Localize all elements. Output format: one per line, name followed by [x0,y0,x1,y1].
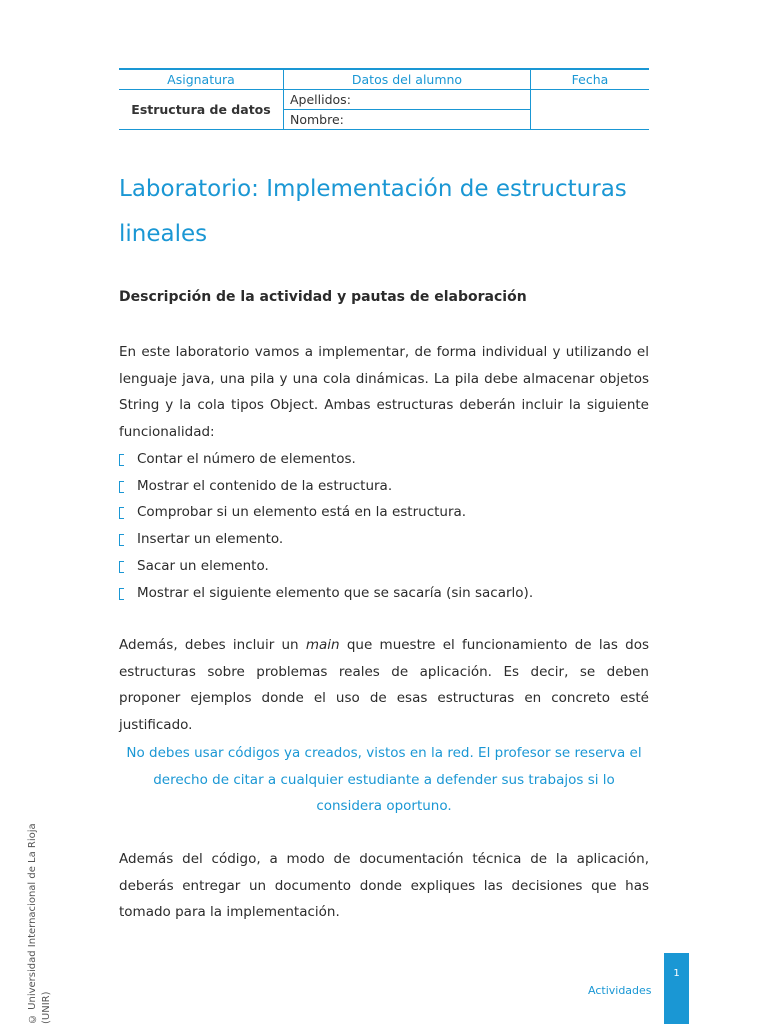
bracket-bullet-icon [119,561,124,573]
copyright-notice: © Universidad Internacional de La Rioja (UNIR) [27,823,52,1024]
header-col-student: Datos del alumno [284,69,531,90]
list-item-text: Contar el número de elementos. [137,451,356,467]
main-paragraph-after: que muestre el funcionamiento de las dos estructuras sobre problemas reales de aplicación. Es decir, se deben proponer ejemplos donde el uso de esas estructuras en concreto esté justificado. [119,637,649,734]
list-item [119,446,649,473]
header-col-subject: Asignatura [119,69,284,90]
plagiarism-note: No debes usar códigos ya creados, vistos en la red. El profesor se reserva el derecho de citar a cualquier estudiante a defender sus trabajos si lo considera oportuno. [126,745,642,815]
list-item [119,526,649,553]
subject-value: Estructura de datos [119,90,284,130]
header-table [119,68,649,130]
header-col-date: Fecha [531,69,650,90]
intro-paragraph: En este laboratorio vamos a implementar, de forma individual y utilizando el lenguaje java, una pila y una cola dinámicas. La pila debe almacenar objetos String y la cola tipos Object. Ambas estructuras deberán incluir la siguiente funcionalidad: [119,344,649,441]
list-item-text: Mostrar el siguiente elemento que se sacaría (sin sacarlo). [137,584,534,601]
main-keyword: main [305,637,340,653]
list-item-text: Comprobar si un elemento está en la estructura. [137,504,467,521]
name-field: Nombre: [284,110,531,130]
page-number: 1 [673,968,680,979]
list-item [119,499,649,526]
footer-section-label: Actividades [588,984,652,997]
bracket-bullet-icon [119,534,124,546]
list-item [119,553,649,580]
page-number-tab [664,953,689,1024]
list-item [119,473,649,500]
bracket-bullet-icon [119,481,124,493]
closing-paragraph: Además del código, a modo de documentación técnica de la aplicación, deberás entregar un documento donde expliques las decisiones que has tomado para la implementación. [119,851,649,921]
main-paragraph [119,632,649,739]
bracket-bullet-icon [119,454,124,466]
page-title: Laboratorio: Implementación de estructuras lineales [119,176,627,247]
list-item-text: Insertar un elemento. [137,531,284,548]
list-item [119,580,649,607]
bracket-bullet-icon [119,507,124,519]
date-field [531,90,650,130]
main-paragraph-before: Además, debes incluir un [119,637,306,653]
functionality-list [119,446,649,606]
section-heading: Descripción de la actividad y pautas de elaboración [119,289,527,305]
bracket-bullet-icon [119,588,124,600]
list-item-text: Mostrar el contenido de la estructura. [137,477,393,494]
surname-field: Apellidos: [284,90,531,110]
list-item-text: Sacar un elemento. [137,557,269,574]
